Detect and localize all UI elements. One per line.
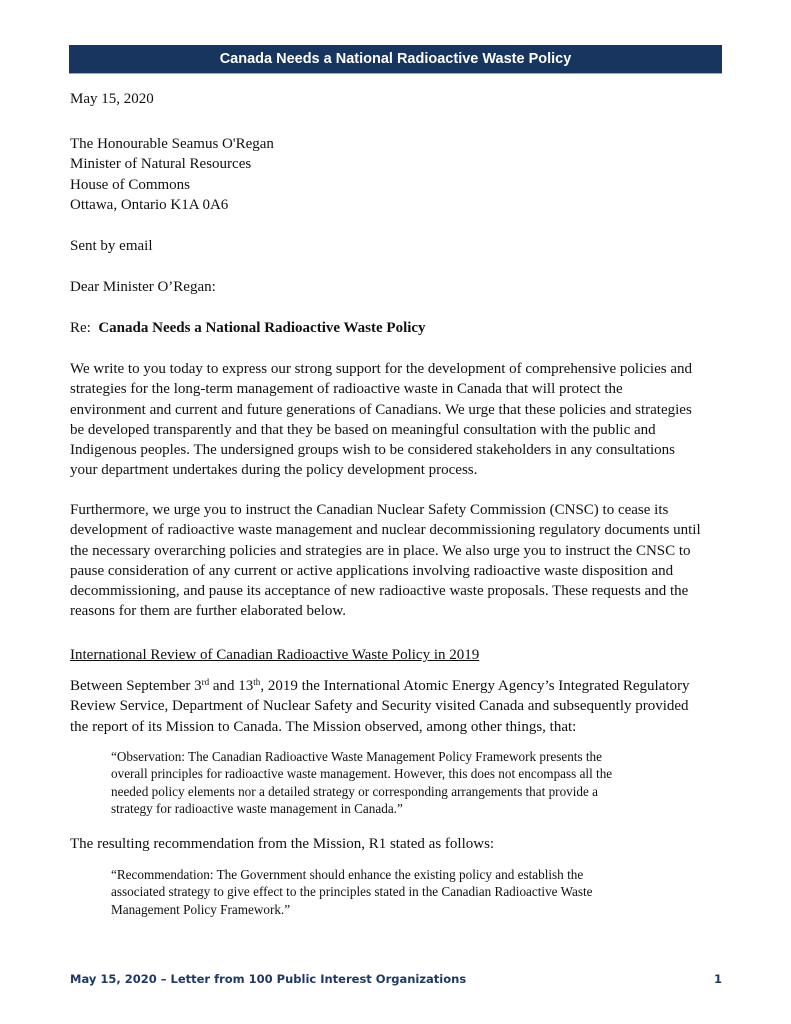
- paragraph-line: The resulting recommendation from the Mission, R1 stated as follows:: [70, 836, 495, 852]
- paragraph-line: Review Service, Department of Nuclear Safety and Security visited Canada and subsequently provided: [70, 698, 689, 715]
- subject-line: [70, 318, 725, 338]
- text-run: and 13: [209, 678, 254, 694]
- paragraph-line: pause consideration of any current or active applications involving radioactive waste disposition and: [70, 562, 674, 579]
- paragraph-line: Furthermore, we urge you to instruct the Canadian Nuclear Safety Commission (CNSC) to cease its: [70, 502, 669, 518]
- footer-text: May 15, 2020 – Letter from 100 Public Interest Organizations: [70, 972, 467, 986]
- salutation: [70, 277, 725, 297]
- ordinal-suffix: rd: [201, 677, 210, 687]
- paragraph-line: We write to you today to express our strong support for the development of comprehensive policies and: [70, 361, 692, 377]
- re-label: Re:: [70, 320, 91, 336]
- quote-line: associated strategy to give effect to the principles stated in the Canadian Radioactive Waste: [111, 884, 593, 900]
- quote-line: needed policy elements nor a detailed strategy or corresponding arrangements that provide a: [111, 783, 599, 799]
- title-banner: [69, 45, 722, 73]
- paragraph-line: development of radioactive waste management and nuclear decommissioning regulatory documents until: [70, 522, 701, 539]
- paragraph-line: the report of its Mission to Canada. The Mission observed, among other things, that:: [70, 718, 577, 735]
- paragraph-line: environment and current and future generations of Canadians. We urge that these policies and strategies: [70, 401, 692, 418]
- letter-date: [70, 89, 725, 109]
- recipient-address: [70, 134, 725, 215]
- paragraph-3: [70, 676, 725, 737]
- paragraph-line: your department undertakes during the policy development process.: [70, 462, 478, 479]
- quote-line: strategy for radioactive waste management in Canada.”: [111, 801, 403, 817]
- quote-line: overall principles for radioactive waste management. However, this does not encompass all the: [111, 766, 613, 782]
- paragraph-line: the necessary overarching policies and strategies are in place. We also urge you to instruct the CNSC to: [70, 542, 691, 559]
- quote-line: “Observation: The Canadian Radioactive Waste Management Policy Framework presents the: [111, 749, 603, 764]
- paragraph-line: strategies for the long-term management of radioactive waste in Canada that will protect the: [70, 381, 623, 398]
- quote-line: “Recommendation: The Government should enhance the existing policy and establish the: [111, 867, 584, 882]
- date-text: May 15, 2020: [70, 91, 154, 107]
- text-run: Between September 3: [70, 678, 202, 694]
- recipient-city: Ottawa, Ontario K1A 0A6: [70, 196, 229, 213]
- delivery-text: Sent by email: [70, 238, 153, 254]
- paragraph-2: [70, 500, 725, 622]
- salutation-text: Dear Minister O’Regan:: [70, 279, 216, 295]
- text-run: , 2019 the International Atomic Energy Agency’s Integrated Regulatory: [260, 678, 690, 694]
- recipient-title: Minister of Natural Resources: [70, 156, 252, 173]
- paragraph-1: [70, 359, 725, 481]
- paragraph-line: reasons for them are further elaborated below.: [70, 603, 346, 620]
- delivery-note: [70, 236, 725, 256]
- section-heading: [70, 645, 725, 665]
- recommendation-quote: [111, 866, 711, 918]
- page-footer: [70, 972, 722, 986]
- re-subject: Canada Needs a National Radioactive Waste Policy: [98, 320, 426, 336]
- recipient-name: The Honourable Seamus O'Regan: [70, 136, 274, 152]
- observation-quote: [111, 748, 711, 818]
- paragraph-4: [70, 834, 725, 854]
- paragraph-line: be developed transparently and that they be based on meaningful consultation with the public and: [70, 421, 656, 438]
- paragraph-line: Indigenous peoples. The undersigned groups wish to be considered stakeholders in any consultations: [70, 442, 676, 459]
- recipient-office: House of Commons: [70, 176, 190, 193]
- title-banner-text: Canada Needs a National Radioactive Waste Policy: [219, 51, 572, 67]
- paragraph-line: [70, 676, 725, 696]
- page-number: 1: [713, 972, 722, 986]
- quote-line: Management Policy Framework.”: [111, 901, 291, 917]
- paragraph-line: decommissioning, and pause its acceptance of new radioactive waste proposals. These requests and the: [70, 583, 689, 600]
- section-heading-text: International Review of Canadian Radioactive Waste Policy in 2019: [70, 647, 480, 663]
- ordinal-suffix: th: [253, 677, 261, 687]
